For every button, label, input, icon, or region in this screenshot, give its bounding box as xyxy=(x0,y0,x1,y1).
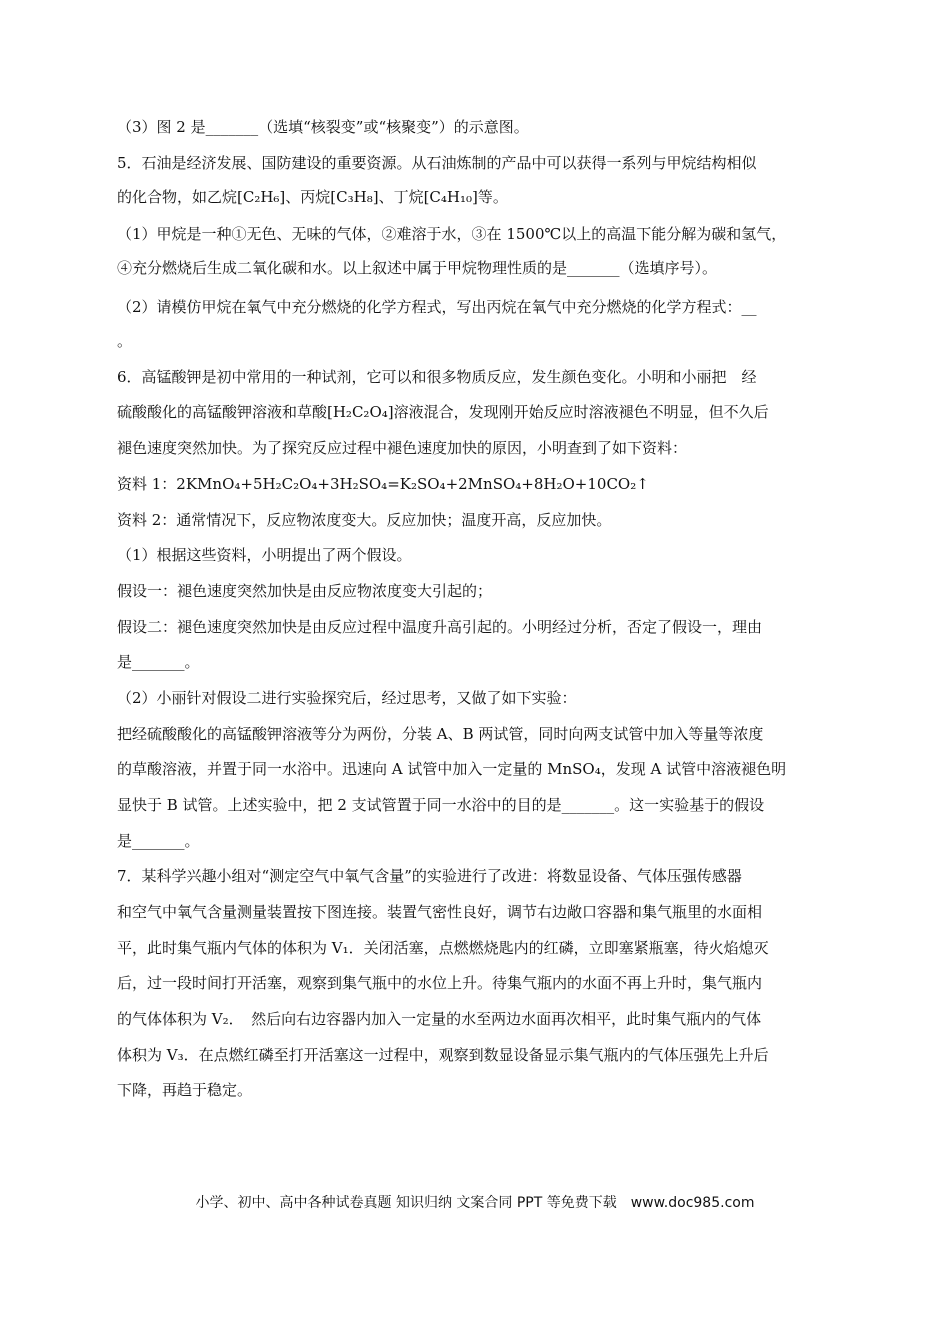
text-line: 资料 1：2KMnO₄+5H₂C₂O₄+3H₂SO₄=K₂SO₄+2MnSO₄+8H₂O+10CO₂↑ xyxy=(117,475,649,493)
text-line: 5．石油是经济发展、国防建设的重要资源。从石油炼制的产品中可以获得一系列与甲烷结构相似 xyxy=(117,154,757,172)
text-line: 假设一：褪色速度突然加快是由反应物浓度变大引起的； xyxy=(117,582,493,600)
text-line: 平，此时集气瓶内气体的体积为 V₁．关闭活塞，点燃燃烧匙内的红磷，立即塞紧瓶塞，待火焰熄灭 xyxy=(117,939,769,957)
text-line: 把经硫酸酸化的高锰酸钾溶液等分为两份，分装 A、B 两试管，同时向两支试管中加入等量等浓度 xyxy=(117,725,764,743)
text-line: 的草酸溶液，并置于同一水浴中。迅速向 A 试管中加入一定量的 MnSO₄，发现 A 试管中溶液褪色明 xyxy=(117,760,787,778)
text-line: 。 xyxy=(117,332,133,350)
text-line: 显快于 B 试管。上述实验中，把 2 支试管置于同一水浴中的目的是_______。这一实验基于的假设 xyxy=(117,796,765,814)
text-line: ④充分燃烧后生成二氧化碳和水。以上叙述中属于甲烷物理性质的是_______（选填序号）。 xyxy=(117,259,718,277)
text-line: （1）甲烷是一种①无色、无味的气体，②难溶于水，③在 1500℃以上的高温下能分解为碳和氢气， xyxy=(117,225,787,243)
text-line: 假设二：褪色速度突然加快是由反应过程中温度升高引起的。小明经过分析，否定了假设一，理由 xyxy=(117,618,763,636)
text-line: 褪色速度突然加快。为了探究反应过程中褪色速度加快的原因，小明查到了如下资料： xyxy=(117,439,688,457)
text-line: 体积为 V₃．在点燃红磷至打开活塞这一过程中，观察到数显设备显示集气瓶内的气体压强先上升后 xyxy=(117,1046,769,1064)
text-line: （2）小丽针对假设二进行实验探究后，经过思考，又做了如下实验： xyxy=(117,689,577,707)
text-line: 的气体体积为 V₂． 然后向右边容器内加入一定量的水至两边水面再次相平，此时集气瓶内的气体 xyxy=(117,1010,762,1028)
text-line: 硫酸酸化的高锰酸钾溶液和草酸[H₂C₂O₄]溶液混合，发现刚开始反应时溶液褪色不明显，但不久后 xyxy=(117,403,769,421)
text-line: 是_______。 xyxy=(117,653,200,671)
text-line: 的化合物，如乙烷[C₂H₆]、丙烷[C₃H₈]、丁烷[C₄H₁₀]等。 xyxy=(117,188,508,206)
text-line: （1）根据这些资料，小明提出了两个假设。 xyxy=(117,546,412,564)
text-line: 7．某科学兴趣小组对“测定空气中氧气含量”的实验进行了改进：将数显设备、气体压强传感器 xyxy=(117,867,742,885)
text-line: （2）请模仿甲烷在氧气中充分燃烧的化学方程式，写出丙烷在氧气中充分燃烧的化学方程式：__ xyxy=(117,298,757,316)
text-line: 和空气中氧气含量测量装置按下图连接。装置气密性良好，调节右边敞口容器和集气瓶里的水面相 xyxy=(117,903,763,921)
text-line: 资料 2：通常情况下，反应物浓度变大。反应加快；温度开高，反应加快。 xyxy=(117,511,612,529)
text-line: 后，过一段时间打开活塞，观察到集气瓶中的水位上升。待集气瓶内的水面不再上升时，集气瓶内 xyxy=(117,974,763,992)
text-line: 下降，再趋于稳定。 xyxy=(117,1081,253,1099)
text-line: 是_______。 xyxy=(117,832,200,850)
text-line: 6．高锰酸钾是初中常用的一种试剂，它可以和很多物质反应，发生颜色变化。小明和小丽把 经 xyxy=(117,368,757,386)
page-footer: 小学、初中、高中各种试卷真题 知识归纳 文案合同 PPT 等免费下载 www.doc985.com xyxy=(195,1195,755,1211)
text-line: （3）图 2 是_______（选填“核裂变”或“核聚变”）的示意图。 xyxy=(117,118,529,136)
